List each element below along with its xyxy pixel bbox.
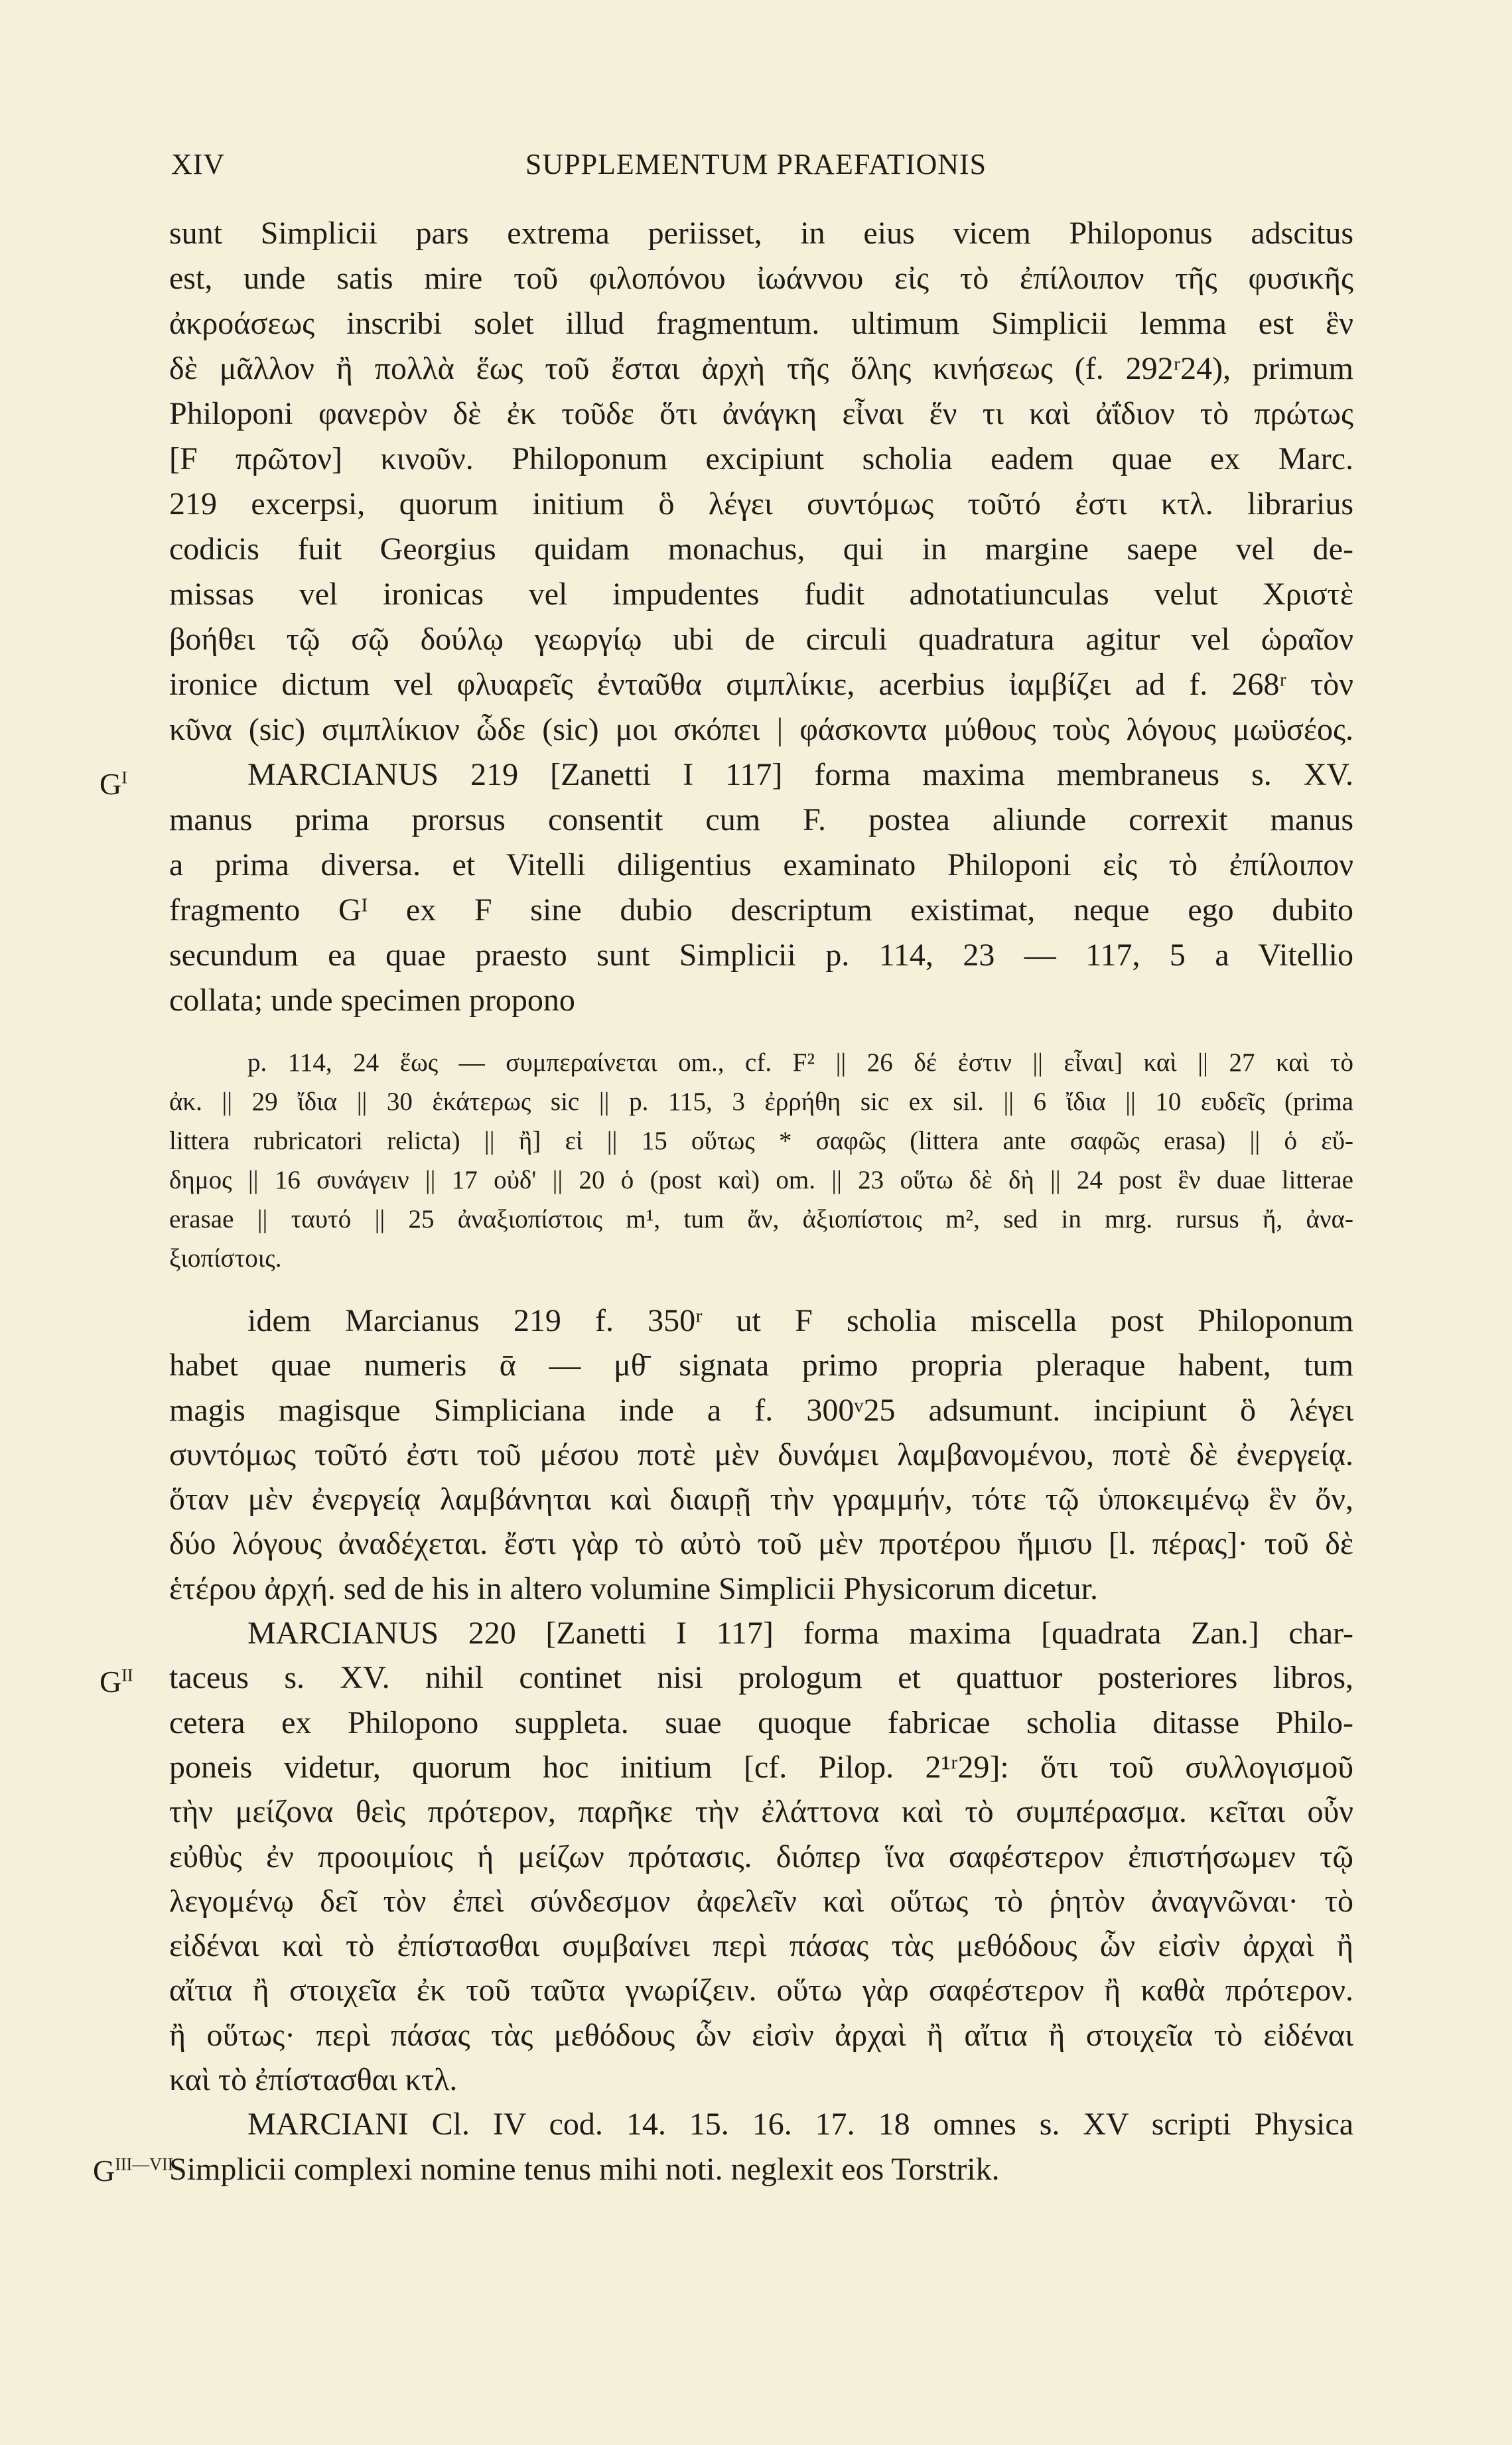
text-line: [F πρῶτον] κινοῦν. Philoponum excipiunt scholia eadem quae ex Marc. (169, 441, 1353, 476)
margin-siglum-g2 (100, 1664, 133, 1699)
text-line: αἴτια ἢ στοιχεῖα ἐκ τοῦ ταῦτα γνωρίζειν. οὕτω γὰρ σαφέστερον ἢ καθὰ πρότερον. (169, 1973, 1353, 2008)
text-line: taceus s. XV. nihil continet nisi prologum et quattuor posteriores libros, (169, 1660, 1353, 1696)
text-line: δὲ μᾶλλον ἢ πολλὰ ἕως τοῦ ἔσται ἀρχὴ τῆς ὅλης κινήσεως (f. 292ʳ24), primum (169, 351, 1353, 386)
text-line: poneis videtur, quorum hoc initium [cf. Pilop. 2¹ʳ29]: ὅτι τοῦ συλλογισμοῦ (169, 1749, 1353, 1785)
text-line: ὅταν μὲν ἐνεργείᾳ λαμβάνηται καὶ διαιρῇ τὴν γραμμήν, τότε τῷ ὑποκειμένῳ ἓν ὄν, (169, 1482, 1353, 1517)
siglum-sup: I (121, 768, 127, 788)
text-line: ἀκροάσεως inscribi solet illud fragmentum. ultimum Simplicii lemma est ἓν (169, 306, 1353, 341)
text-line: fragmento Gᴵ ex F sine dubio descriptum existimat, neque ego dubito (169, 892, 1353, 928)
text-line: codicis fuit Georgius quidam monachus, qui in margine saepe vel de- (169, 531, 1353, 567)
siglum-letter: G (100, 1665, 122, 1699)
text-line: ironice dictum vel φλυαρεῖς ἐνταῦθα σιμπλίκιε, acerbius ἰαμβίζει ad f. 268ʳ τὸν (169, 667, 1353, 702)
text-line: λεγομένῳ δεῖ τὸν ἐπεὶ σύνδεσμον ἀφελεῖν καὶ οὕτως τὸ ῥητὸν ἀναγνῶναι· τὸ (169, 1883, 1353, 1919)
text-line: τὴν μείζονα θεὶς πρότερον, παρῆκε τὴν ἐλάττονα καὶ τὸ συμπέρασμα. κεῖται οὖν (169, 1794, 1353, 1830)
text-line: εὐθὺς ἐν προοιμίοις ἡ μείζων πρότασις. διόπερ ἵνα σαφέστερον ἐπιστήσωμεν τῷ (169, 1839, 1353, 1874)
text-line: secundum ea quae praesto sunt Simplicii p. 114, 23 — 117, 5 a Vitellio (169, 938, 1353, 973)
text-line: συντόμως τοῦτό ἐστι τοῦ μέσου ποτὲ μὲν δυνάμει λαμβανομένου, ποτὲ δὲ ἐνεργείᾳ. (169, 1436, 1353, 1472)
text-line: erasae || ταυτό || 25 ἀναξιοπίστοις m¹, tum ἄν, ἀξιοπίστοις m², sed in mrg. rursus ἤ, ἀνα- (169, 1205, 1353, 1233)
text-line: κῦνα (sic) σιμπλίκιον ὧδε (sic) μοι σκόπει | φάσκοντα μύθους τοὺς λόγους μωϋσέος. (169, 712, 1353, 747)
text-line: MARCIANUS 219 [Zanetti I 117] forma maxima membraneus s. XV. (247, 757, 1353, 792)
critical-apparatus (169, 1043, 1353, 1278)
text-line: sunt Simplicii pars extrema periisset, in eius vicem Philoponus adscitus (169, 216, 1353, 251)
margin-siglum-g1 (100, 766, 127, 802)
text-line: habet quae numeris ᾱ — μθ̄ signata primo propria pleraque habent, tum (169, 1348, 1353, 1383)
text-line: MARCIANI Cl. IV cod. 14. 15. 16. 17. 18 omnes s. XV scripti Physica (247, 2107, 1353, 2142)
running-title: SUPPLEMENTUM PRAEFATIONIS (525, 148, 987, 180)
text-line: εἰδέναι καὶ τὸ ἐπίστασθαι συμβαίνει περὶ πάσας τὰς μεθόδους ὧν εἰσὶν ἀρχαὶ ἢ (169, 1928, 1353, 1964)
siglum-letter: G (93, 2154, 115, 2188)
text-line: δύο λόγους ἀναδέχεται. ἔστι γὰρ τὸ αὐτὸ τοῦ μὲν προτέρου ἥμισυ [l. πέρας]· τοῦ δὲ (169, 1526, 1353, 1562)
text-line: est, unde satis mire τοῦ φιλοπόνου ἰωάννου εἰς τὸ ἐπίλοιπον τῆς φυσικῆς (169, 261, 1353, 296)
siglum-letter: G (100, 767, 122, 801)
margin-siglum-g3 (93, 2153, 173, 2188)
text-line: littera rubricatori relicta) || ἢ] εἰ || 15 οὕτως * σαφῶς (littera ante σαφῶς erasa) || ὁ εὔ- (169, 1127, 1353, 1155)
text-line: Simplicii complexi nomine tenus mihi noti. neglexit eos Torstrik. (169, 2151, 1000, 2187)
text-line: collata; unde specimen propono (169, 983, 575, 1018)
text-line: δημος || 16 συνάγειν || 17 οὐδ' || 20 ὁ (post καὶ) om. || 23 οὕτω δὲ δὴ || 24 post ἓν duae litterae (169, 1166, 1353, 1194)
siglum-sup: II (121, 1665, 133, 1685)
text-line: MARCIANUS 220 [Zanetti I 117] forma maxima [quadrata Zan.] char- (247, 1616, 1353, 1651)
text-line: ἑτέρου ἀρχή. sed de his in altero volumine Simplicii Physicorum dicetur. (169, 1571, 1099, 1606)
text-line: manus prima prorsus consentit cum F. postea aliunde correxit manus (169, 802, 1353, 837)
text-line: idem Marcianus 219 f. 350ʳ ut F scholia miscella post Philoponum (247, 1303, 1353, 1338)
text-line: βοήθει τῷ σῷ δούλῳ γεωργίῳ ubi de circuli quadratura agitur vel ὡραῖον (169, 622, 1353, 657)
text-line: missas vel ironicas vel impudentes fudit adnotatiunculas velut Χριστὲ (169, 577, 1353, 612)
text-line: ξιοπίστοις. (169, 1244, 282, 1273)
body-paragraph-2 (169, 1298, 1353, 2192)
text-line: ἢ οὕτως· περὶ πάσας τὰς μεθόδους ὧν εἰσὶν ἀρχαὶ ἢ αἴτια ἢ στοιχεῖα τὸ εἰδέναι (169, 2017, 1353, 2053)
text-line: 219 excerpsi, quorum initium ὃ λέγει συντόμως τοῦτό ἐστι κτλ. librarius (169, 486, 1353, 522)
text-line: magis magisque Simpliciana inde a f. 300ᵛ25 adsumunt. incipiunt ὃ λέγει (169, 1392, 1353, 1428)
body-paragraph-1 (169, 211, 1353, 1023)
text-line: a prima diversa. et Vitelli diligentius examinato Philoponi εἰς τὸ ἐπίλοιπον (169, 847, 1353, 882)
text-line: Philoponi φανερὸν δὲ ἐκ τοῦδε ὅτι ἀνάγκη εἶναι ἕν τι καὶ ἀΐδιον τὸ πρώτως (169, 396, 1353, 431)
text-line: p. 114, 24 ἕως — συμπεραίνεται om., cf. F² || 26 δέ ἐστιν || εἶναι] καὶ || 27 καὶ τὸ (247, 1048, 1353, 1077)
text-line: ἀκ. || 29 ἴδια || 30 ἑκάτερως sic || p. 115, 3 ἐρρήθη sic ex sil. || 6 ἴδια || 10 ευδεῖς (prima (169, 1087, 1353, 1116)
text-line: καὶ τὸ ἐπίστασθαι κτλ. (169, 2062, 458, 2098)
siglum-sup: III—VII (115, 2154, 174, 2174)
page-number: XIV (171, 148, 226, 180)
text-line: cetera ex Philopono suppleta. suae quoque fabricae scholia ditasse Philo- (169, 1705, 1353, 1740)
